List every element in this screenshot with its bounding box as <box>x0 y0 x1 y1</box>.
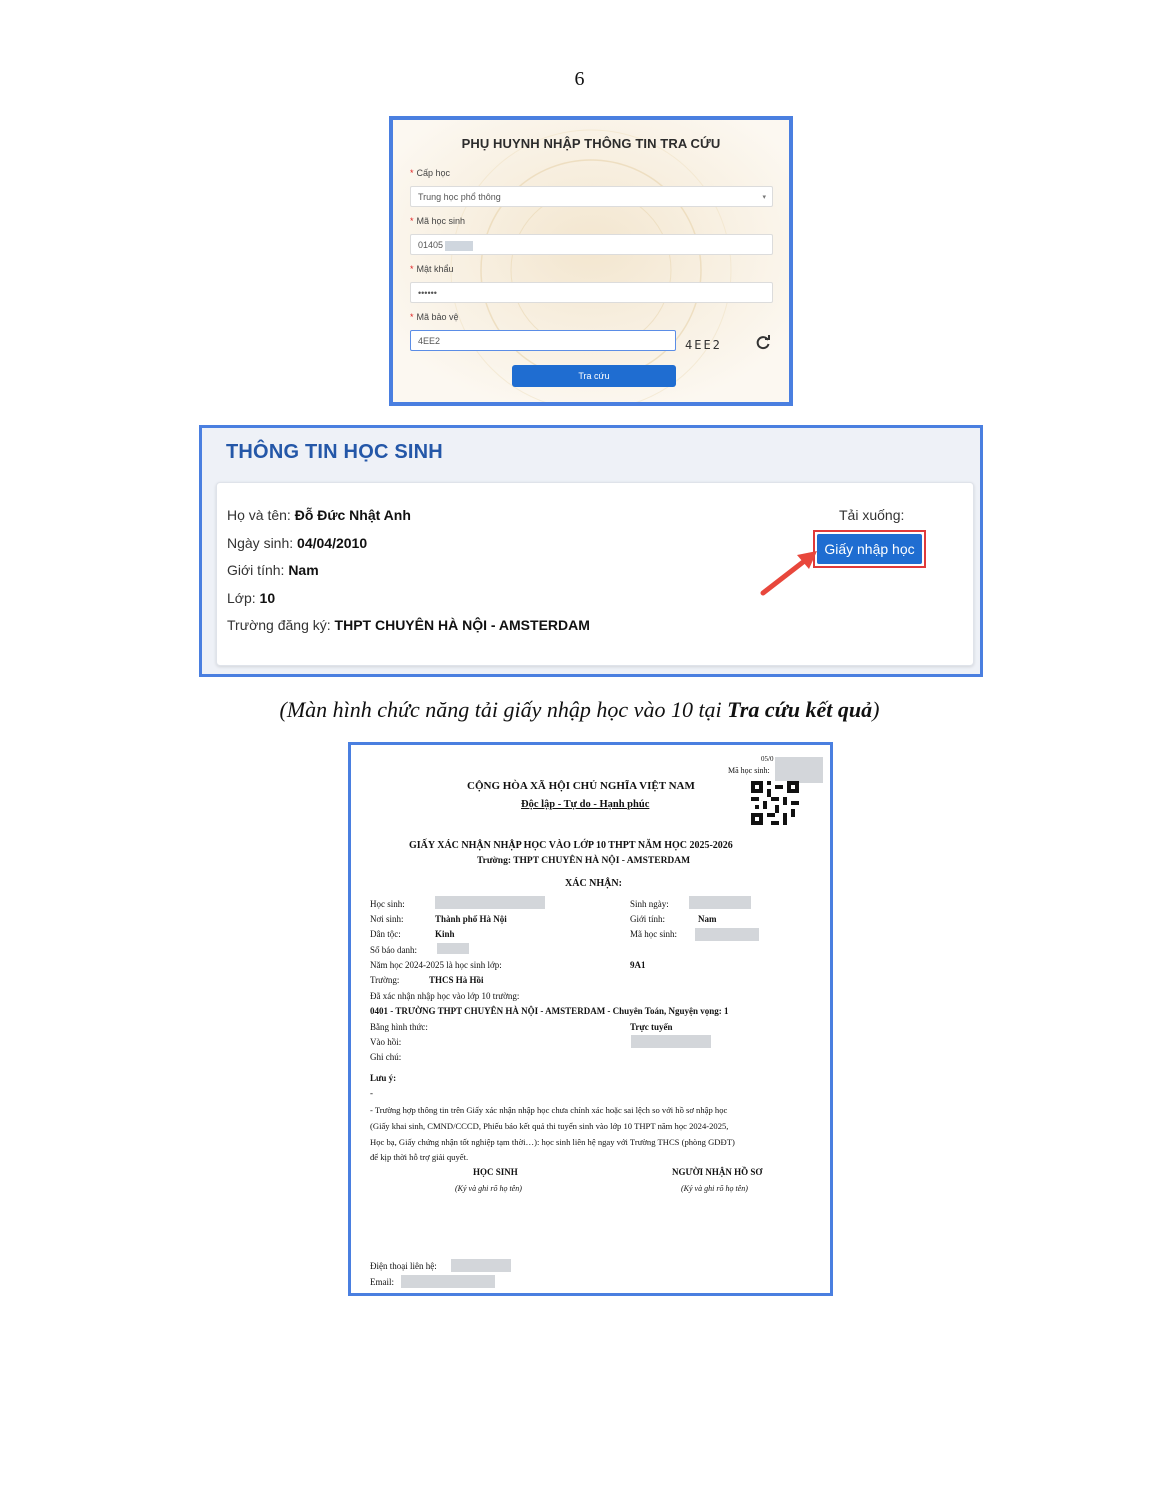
document-school-line: Trường: THPT CHUYÊN HÀ NỘI - AMSTERDAM <box>477 856 691 866</box>
birthplace-label: Nơi sinh: <box>370 914 404 924</box>
level-select-value: Trung học phổ thông <box>418 192 501 202</box>
phone-label: Điện thoại liên hệ: <box>370 1261 437 1271</box>
caption-prefix: (Màn hình chức năng tải giấy nhập học vào 10 tại <box>279 697 728 722</box>
redacted-block <box>445 241 473 251</box>
sign-student: HỌC SINH <box>473 1167 518 1177</box>
search-button[interactable]: Tra cứu <box>512 365 676 387</box>
doc-student-code-label: Mã học sinh: <box>630 929 677 939</box>
admission-line: 0401 - TRƯỜNG THPT CHUYÊN HÀ NỘI - AMSTERDAM - Chuyên Toán, Nguyện vọng: 1 <box>370 1006 729 1016</box>
captcha-input-value: 4EE2 <box>418 336 441 346</box>
document-title: GIẤY XÁC NHẬN NHẬP HỌC VÀO LỚP 10 THPT NĂM HỌC 2025-2026 <box>409 840 733 851</box>
level-label <box>410 168 450 178</box>
password-input[interactable] <box>410 282 773 303</box>
redacted-block <box>401 1275 495 1288</box>
note-line-3: Học bạ, Giấy chứng nhận tốt nghiệp tạm thời…): học sinh liên hệ ngay với Trường THCS (phòng GDĐT) <box>370 1137 735 1147</box>
school-value: THCS Hà Hồi <box>429 975 484 985</box>
captcha-image: 4EE2 <box>685 338 722 352</box>
admission-letter-download-button[interactable]: Giấy nhập học <box>817 534 922 564</box>
exam-number-label: Số báo danh: <box>370 945 417 955</box>
student-code-value: 01405 <box>418 240 444 250</box>
class-row <box>227 590 275 606</box>
refresh-icon[interactable] <box>755 334 771 350</box>
prev-class-value: 9A1 <box>630 960 646 970</box>
admission-document <box>348 742 833 1296</box>
sign-student-hint: (Ký và ghi rõ họ tên) <box>455 1184 522 1193</box>
sign-receiver-hint: (Ký và ghi rõ họ tên) <box>681 1184 748 1193</box>
name-label: Họ và tên: <box>227 507 295 523</box>
corner-code: 05/0 <box>761 755 774 763</box>
gender-value: Nam <box>288 562 319 578</box>
required-mark: * <box>410 264 414 274</box>
level-select[interactable] <box>410 186 773 207</box>
sign-receiver: NGƯỜI NHẬN HỒ SƠ <box>672 1167 763 1177</box>
lookup-form-screenshot <box>389 116 793 406</box>
dob-label: Sinh ngày: <box>630 899 669 909</box>
note-line-4: để kịp thời hỗ trợ giải quyết. <box>370 1152 469 1162</box>
school-row <box>227 617 590 633</box>
redacted-block <box>631 1035 711 1048</box>
birthplace-value: Thành phố Hà Nội <box>435 914 507 924</box>
password-value: •••••• <box>418 288 437 298</box>
note-label: Ghi chú: <box>370 1052 402 1062</box>
student-info-card <box>216 482 974 666</box>
redacted-block <box>775 757 823 783</box>
redacted-block <box>435 896 545 909</box>
confirm-heading: XÁC NHẬN: <box>565 878 622 889</box>
prev-year-label: Năm học 2024-2025 là học sinh lớp: <box>370 960 502 970</box>
caret-down-icon: ▾ <box>762 194 766 201</box>
dob-row <box>227 535 367 551</box>
class-label: Lớp: <box>227 590 260 606</box>
student-code-label <box>410 216 465 226</box>
level-label-text: Cấp học <box>416 168 451 178</box>
student-info-heading: THÔNG TIN HỌC SINH <box>226 441 443 463</box>
gender-label: Giới tính: <box>227 562 289 578</box>
red-arrow-icon <box>757 547 821 599</box>
student-code-input[interactable] <box>410 234 773 255</box>
redacted-block <box>451 1259 511 1272</box>
email-label: Email: <box>370 1277 394 1287</box>
caption-suffix: ) <box>872 697 880 722</box>
ethnicity-label: Dân tộc: <box>370 929 401 939</box>
confirmed-label: Đã xác nhận nhập học vào lớp 10 trường: <box>370 991 520 1001</box>
student-label: Học sinh: <box>370 899 405 909</box>
motto: Độc lập - Tự do - Hạnh phúc <box>521 799 650 810</box>
password-label <box>410 264 454 274</box>
download-label: Tải xuống: <box>839 507 905 523</box>
student-info-screenshot <box>199 425 983 677</box>
required-mark: * <box>410 216 414 226</box>
page-number: 6 <box>574 68 585 90</box>
time-label: Vào hồi: <box>370 1037 402 1047</box>
dob-label: Ngày sinh: <box>227 535 298 551</box>
redacted-block <box>695 928 759 941</box>
corner-student-code-label: Mã học sinh: <box>728 766 770 775</box>
attention-label: Lưu ý: <box>370 1073 397 1083</box>
dob-value: 04/04/2010 <box>297 535 368 551</box>
school-label: Trường: <box>370 975 400 985</box>
school-value: THPT CHUYÊN HÀ NỘI - AMSTERDAM <box>334 617 590 633</box>
method-value: Trực tuyến <box>630 1022 673 1032</box>
dash: - <box>370 1088 373 1098</box>
ethnicity-value: Kinh <box>435 929 455 939</box>
redacted-block <box>437 943 469 954</box>
name-row <box>227 507 411 523</box>
name-value: Đỗ Đức Nhật Anh <box>294 507 411 523</box>
captcha-input[interactable] <box>410 330 676 351</box>
qr-code-icon <box>751 781 799 825</box>
student-code-label-text: Mã học sinh <box>416 216 466 226</box>
required-mark: * <box>410 168 414 178</box>
gender-value: Nam <box>698 914 717 924</box>
form-title: PHỤ HUYNH NHẬP THÔNG TIN TRA CỨU <box>461 136 721 151</box>
caption-bold: Tra cứu kết quả <box>727 697 873 722</box>
note-line-2: (Giấy khai sinh, CMND/CCCD, Phiếu báo kết quả thi tuyển sinh vào lớp 10 THPT năm học 2024-2025, <box>370 1121 729 1131</box>
class-value: 10 <box>259 590 276 606</box>
method-label: Bằng hình thức: <box>370 1022 428 1032</box>
password-label-text: Mật khẩu <box>416 264 454 274</box>
captcha-label <box>410 312 459 322</box>
figure-caption <box>0 697 1159 723</box>
required-mark: * <box>410 312 414 322</box>
school-label: Trường đăng ký: <box>227 617 335 633</box>
captcha-label-text: Mã bảo vệ <box>416 312 459 322</box>
gender-label: Giới tính: <box>630 914 666 924</box>
nation-title: CỘNG HÒA XÃ HỘI CHỦ NGHĨA VIỆT NAM <box>467 780 695 792</box>
note-line-1: - Trường hợp thông tin trên Giấy xác nhận nhập học chưa chính xác hoặc sai lệch so với hồ sơ nhập học <box>370 1105 728 1115</box>
redacted-block <box>689 896 751 909</box>
gender-row <box>227 562 319 578</box>
